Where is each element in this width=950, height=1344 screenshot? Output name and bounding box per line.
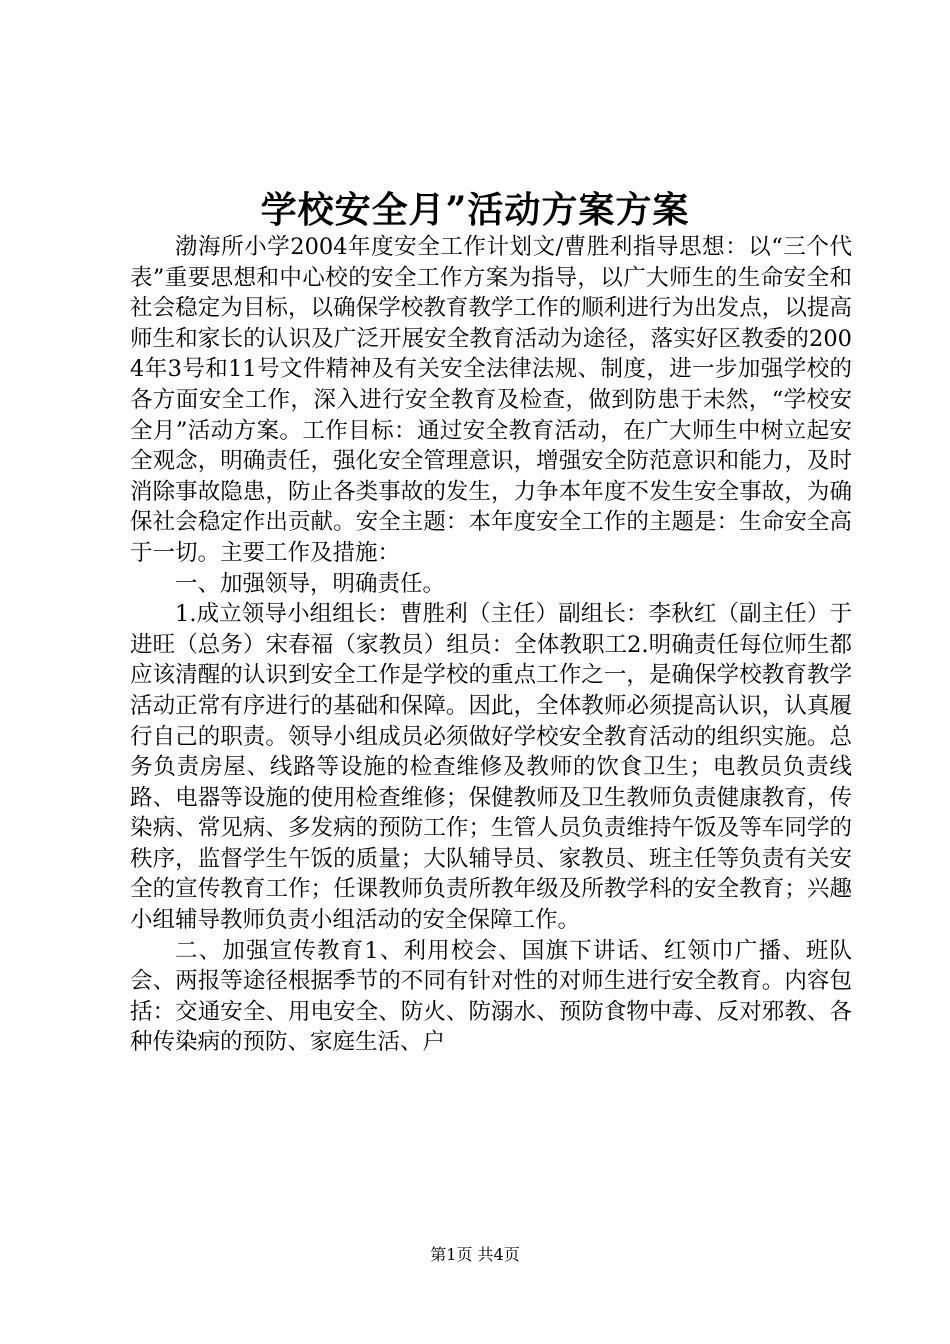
- body-paragraph: 1.成立领导小组组长：曹胜利（主任）副组长：李秋红（副主任）于进旺（总务）宋春福（家教员）组员：全体教职工2.明确责任每位师生都应该清醒的认识到安全工作是学校的重点工作之一，是确保学校教育教学活动正常有序进行的基础和保障。因此，全体教师必须提高认识，认真履行自己的职责。领导小组成员必须做好学校安全教育活动的组织实施。总务负责房屋、线路等设施的检查维修及教师的饮食卫生；电教员负责线路、电器等设施的使用检查维修；保健教师及卫生教师负责健康教育，传染病、常见病、多发病的预防工作；生管人员负责维持午饭及等车同学的秩序，监督学生午饭的质量；大队辅导员、家教员、班主任等负责有关安全的宣传教育工作；任课教师负责所教年级及所教学科的安全教育；兴趣小组辅导教师负责小组活动的安全保障工作。: [130, 601, 852, 934]
- body-paragraph: 一、加强领导，明确责任。: [175, 570, 446, 597]
- document-title: 学校安全月”活动方案方案: [260, 189, 690, 231]
- body-paragraph: 二、加强宣传教育1、利用校会、国旗下讲话、红领巾广播、班队会、两报等途径根据季节的不同有针对性的对师生进行安全教育。内容包括：交通安全、用电安全、防火、防溺水、预防食物中毒、反对邪教、各种传染病的预防、家庭生活、户: [130, 937, 852, 1056]
- document-body: [130, 232, 852, 1058]
- body-paragraph: 渤海所小学2004年度安全工作计划文/曹胜利指导思想：以“三个代表”重要思想和中心校的安全工作方案为指导，以广大师生的生命安全和社会稳定为目标，以确保学校教育教学工作的顺利进行为出发点，以提高师生和家长的认识及广泛开展安全教育活动为途径，落实好区教委的2004年3号和11号文件精神及有关安全法律法规、制度，进一步加强学校的各方面安全工作，深入进行安全教育及检查，做到防患于未然，“学校安全月”活动方案。工作目标：通过安全教育活动，在广大师生中树立起安全观念，明确责任，强化安全管理意识，增强安全防范意识和能力，及时消除事故隐患，防止各类事故的发生，力争本年度不发生安全事故，为确保社会稳定作出贡献。安全主题：本年度安全工作的主题是：生命安全高于一切。主要工作及措施：: [130, 234, 852, 566]
- page-footer: 第1页 共4页: [430, 1245, 520, 1264]
